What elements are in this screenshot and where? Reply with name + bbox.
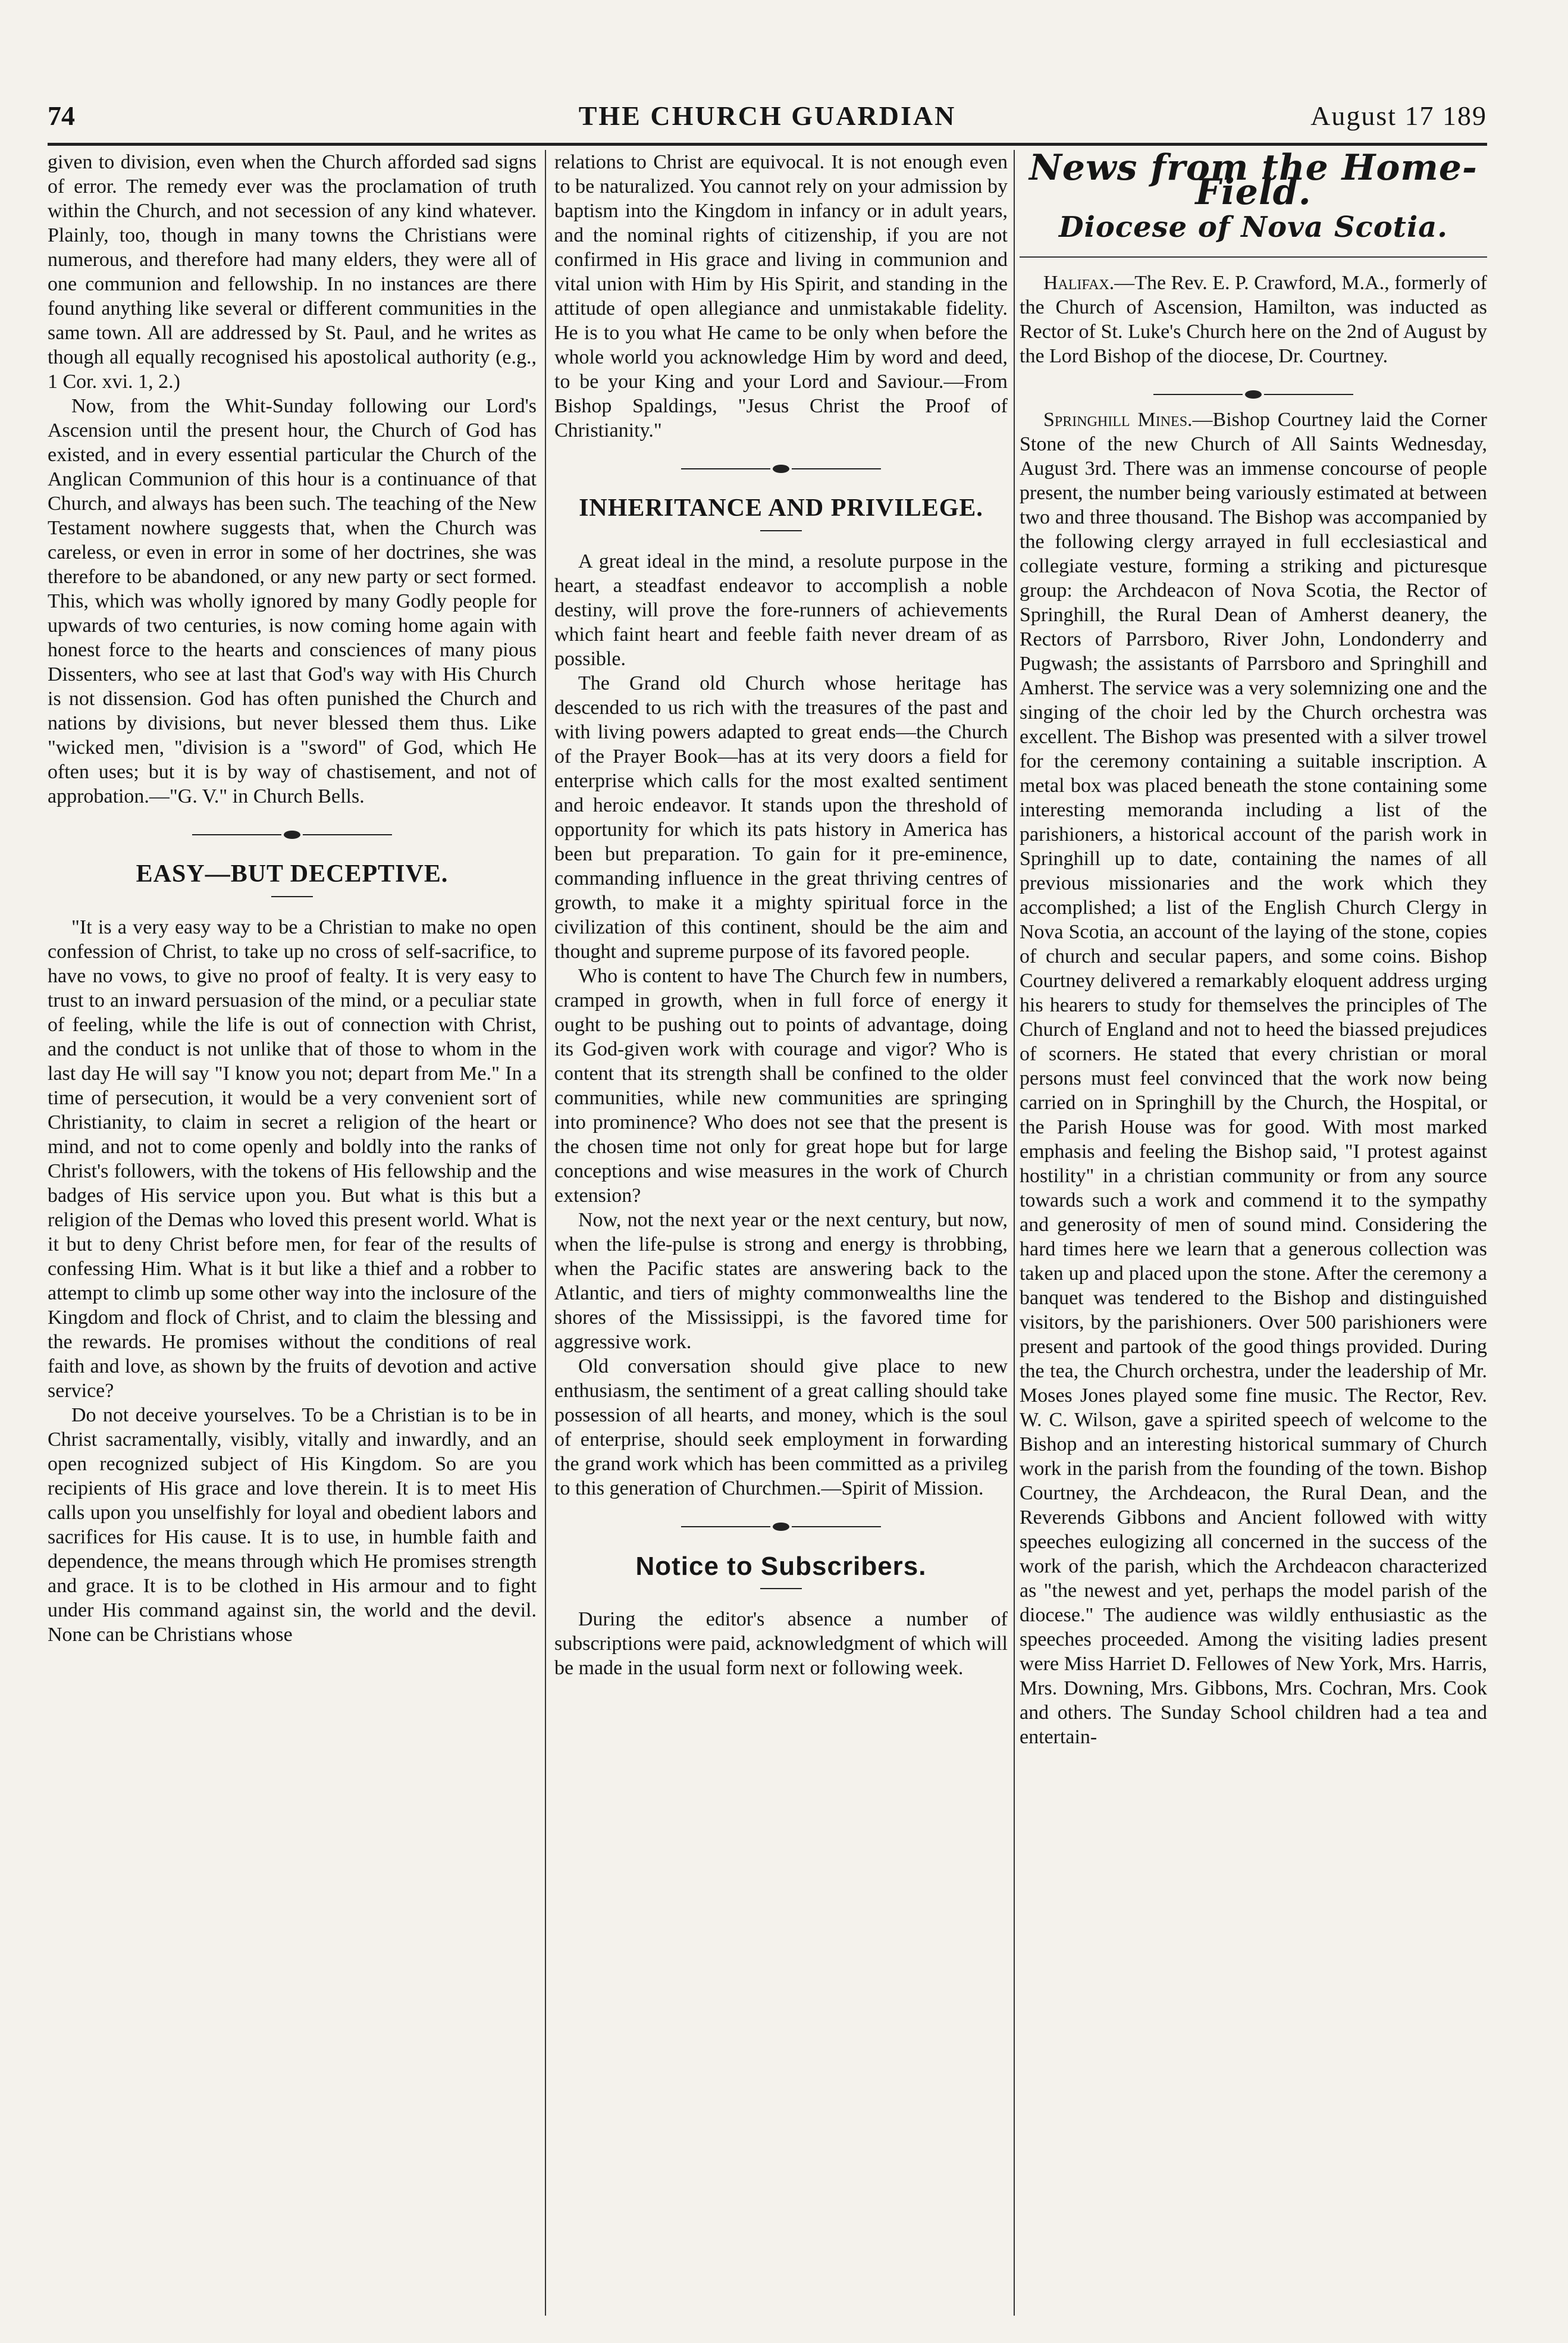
article-heading: EASY—BUT DECEPTIVE. xyxy=(136,860,449,888)
header-rule xyxy=(48,143,1487,146)
paragraph: A great ideal in the mind, a resolute purpose in the heart, a steadfast endeavor to accomplish a noble destiny, will prove the fore-runners of achievements which faint heart and feeble faith never dream of as possible. xyxy=(554,550,1008,670)
ornament-divider xyxy=(48,828,537,842)
page-number: 74 xyxy=(48,101,75,131)
paragraph: Now, from the Whit-Sunday following our Lord's Ascension until the present hour, the Church of God has existed, and in every essential particular the Church of the Anglican Communion of this hour is a continuance of that Church, and always has been such. The teaching of the New Testament nowhere suggests that, when the Church was careless, or even in error in some of her doctrines, she was therefore to be abandoned, or any new party or sect formed. This, which was wholly ignored by many Godly people for upwards of two centuries, is now coming home again with honest force to the hearts and consciences of many pious Dissenters, who see at last that God's way with His Church is not dissension. God has often punished the Church and nations by divisions, but never blessed them thus. Like "wicked men, "division is a "sword" of God, which He often uses; but it is by way of chastisement, and not of approbation.—"G. V." in Church Bells. xyxy=(48,395,537,807)
paragraph: Old conversation should give place to new enthusiasm, the sentiment of a great calling should take possession of all hearts, and money, which is the soul of enterprise, should seek employment in forwarding the grand work which has been committed as a privileg to this generation of Churchmen.—Spirit of Mission. xyxy=(554,1355,1008,1499)
place-lead: Halifax. xyxy=(1043,272,1115,294)
paragraph: During the editor's absence a number of subscriptions were paid, acknowledgment of which will be made in the usual form next or following week. xyxy=(554,1608,1008,1679)
article-heading: INHERITANCE AND PRIVILEGE. xyxy=(579,494,983,522)
heading-rule xyxy=(271,896,313,897)
ornament-divider xyxy=(1020,387,1487,402)
section-title: News from the Home-Field. xyxy=(1029,150,1478,213)
masthead: THE CHURCH GUARDIAN xyxy=(578,101,957,131)
paragraph: Who is content to have The Church few in numbers, cramped in growth, when in full force of energy it ought to be pushing out to points of advantage, doing its God-given work with courage and vigor? Who is content that its strength shall be confined to the older communities, while new communities are springing into prominence? Who does not see that the present is the chosen time not only for great hope but for large conceptions and wise measures in the work of Church extension? xyxy=(554,965,1008,1207)
issue-date: August 17 189 xyxy=(1310,101,1487,131)
paragraph: —The Rev. E. P. Crawford, M.A., formerly of the Church of Ascension, Hamilton, was inducted as Rector of St. Luke's Church here on the 2nd of August by the Lord Bishop of the diocese, Dr. Courtney. xyxy=(1020,272,1487,367)
paragraph: "It is a very easy way to be a Christian to make no open confession of Christ, to take up no cross of self-sacrifice, to have no vows, to give no proof of fealty. It is very easy to trust to an inward persuasion of the mind, or a peculiar state of feeling, while the life is out of connection with Christ, and the conduct is not unlike that of those to whom in the last day He will say "I know you not; depart from Me." In a time of persecution, it would be a very convenient sort of Christianity, to claim in secret a religion of the heart or mind, and not to come openly and boldly into the ranks of Christ's followers, with the tokens of His fellowship and the badges of His service upon you. But what is this but a religion of the Demas who loved this present world. What is it but to deny Christ before men, for fear of the results of confessing Him. What is it but like a thief and a robber to attempt to climb up some other way into the inclosure of the Kingdom and flock of Christ, and to claim the blessing and the rewards. He promises without the conditions of real faith and love, as shown by the fruits of devotion and active service? xyxy=(48,916,537,1402)
column-3 xyxy=(1020,150,1487,2316)
paragraph: The Grand old Church whose heritage has descended to us rich with the treasures of the past and with living powers adapted to great ends—the Church of the Prayer Book—has at its very doors a field for enterprise which calls for the most exalted sentiment and heroic endeavor. It stands upon the threshold of opportunity for which its pats history in America has been but preparation. To gain for it pre-eminence, commanding influence in the great thriving centres of growth, to make it a mighty spiritual force in the civilization of this continent, should be the aim and thought and supreme purpose of its favored people. xyxy=(554,672,1008,963)
column-rule xyxy=(545,150,546,2316)
place-lead: Springhill Mines. xyxy=(1043,409,1193,431)
page-header xyxy=(48,100,1487,142)
ornament-divider xyxy=(554,1520,1008,1534)
paragraph: —Bishop Courtney laid the Corner Stone of the new Church of All Saints Wednesday, August 3rd. There was an immense concourse of people present, the number being variously estimated at between two and three thousand. The Bishop was accompanied by the following clergy arrayed in full ecclesiastical and collegiate vesture, forming a striking and picturesque group: the Archdeacon of Nova Scotia, the Rector of Springhill, the Rural Dean of Amherst deanery, the Rectors of Parrsboro, River John, Londonderry and Pugwash; the assistants of Parrsboro and Springhill and Amherst. The service was a very solemnizing one and the singing of the choir led by the Church orchestra was excellent. The Bishop was presented with a silver trowel for the ceremony containing a suitable inscription. A metal box was placed beneath the stone containing some interesting memoranda including a list of the parishioners, a historical account of the parish work in Springhill up to date, containing the names of all previous missionaries and the work which they accomplished; a list of the English Church Clergy in Nova Scotia, an account of the laying of the stone, copies of church and secular papers, and some coins. Bishop Courtney delivered a remarkably eloquent address urging his hearers to study for themselves the principles of The Church of England and not to heed the biassed prejudices of scorners. He stated that every christian or moral persons must feel convinced that the work now being carried on in Springhill by the Church, the Hospital, or the Parish House was for good. With most marked emphasis and feeling the Bishop said, "I protest against hostility" in a christian community or from any source towards such a work and commend it to the sympathy and generosity of men of sound mind. Considering the hard times here we learn that a generous collection was taken up and placed upon the stone. After the ceremony a banquet was tendered to the Bishop and distinguished visitors, by the parishioners. Over 500 parishioners were present and partook of the good things provided. During the tea, the Church orchestra, under the leadership of Mr. Moses Jones played some fine music. The Rector, Rev. W. C. Wilson, gave a spirited speech of welcome to the Bishop and an interesting historical summary of Church work in the parish from the founding of the town. Bishop Courtney, the Archdeacon, the Rural Dean, and the Reverends Gibbons and Ancient followed with witty speeches eulogizing all concerned in the success of the work of the parish, which the Archdeacon characterized as "the newest and yet, perhaps the model parish of the diocese." The audience was wildly enthusiastic as the speeches proceeded. Among the visiting ladies present were Miss Harriet D. Fellowes of New York, Mrs. Harris, Mrs. Downing, Mrs. Gibbons, Mrs. Cochran, Mrs. Cook and others. The Sunday School children had a tea and entertain- xyxy=(1020,409,1487,1748)
heading-rule xyxy=(760,1588,802,1589)
paragraph: relations to Christ are equivocal. It is not enough even to be naturalized. You cannot rely on your admission by baptism into the Kingdom in infancy or in adult years, and the nominal rights of citizenship, if you are not confirmed in His grace and living in communion and vital union with Him by His Spirit, and standing in the attitude of open allegiance and unmistakable fidelity. He is to you what He came to be only when before the whole world you acknowledge Him by word and deed, to be your King and your Lord and Saviour.—From Bishop Spaldings, "Jesus Christ the Proof of Christianity." xyxy=(554,151,1008,441)
column-2 xyxy=(554,150,1008,2316)
article-heading: Notice to Subscribers. xyxy=(635,1552,927,1581)
paragraph: Now, not the next year or the next century, but now, when the life-pulse is strong and energy is throbbing, when the Pacific states are answering back to the Atlantic, and tiers of mighty commonwealths line the shores of the Mississippi, is the favored time for aggressive work. xyxy=(554,1209,1008,1353)
heading-rule xyxy=(760,530,802,531)
section-subtitle: Diocese of Nova Scotia. xyxy=(1058,211,1448,244)
section-rule xyxy=(1020,256,1487,258)
column-rule xyxy=(1014,150,1015,2316)
paragraph: Do not deceive yourselves. To be a Christian is to be in Christ sacramentally, visibly, vitally and inwardly, and an open recognized subject of His Kingdom. So are you recipients of His grace and love therein. It is to meet His calls upon you unselfishly for loyal and obedient labors and sacrifices for His cause. It is to use, in humble faith and dependence, the means through which He promises strength and grace. It is to be clothed in His armour and to fight under His command against sin, the world and the devil. None can be Christians whose xyxy=(48,1404,537,1646)
paragraph: given to division, even when the Church afforded sad signs of error. The remedy ever was the proclamation of truth within the Church, and not secession of any kind whatever. Plainly, too, though in many towns the Christians were numerous, and therefore had many elders, they were all of one communion and fellowship. In no instances are there found anything like several or different communities in the same town. All are addressed by St. Paul, and he writes as though all equally recognised his apostolical authority (e.g., 1 Cor. xvi. 1, 2.) xyxy=(48,151,537,393)
column-1 xyxy=(48,150,537,2316)
ornament-divider xyxy=(554,462,1008,476)
